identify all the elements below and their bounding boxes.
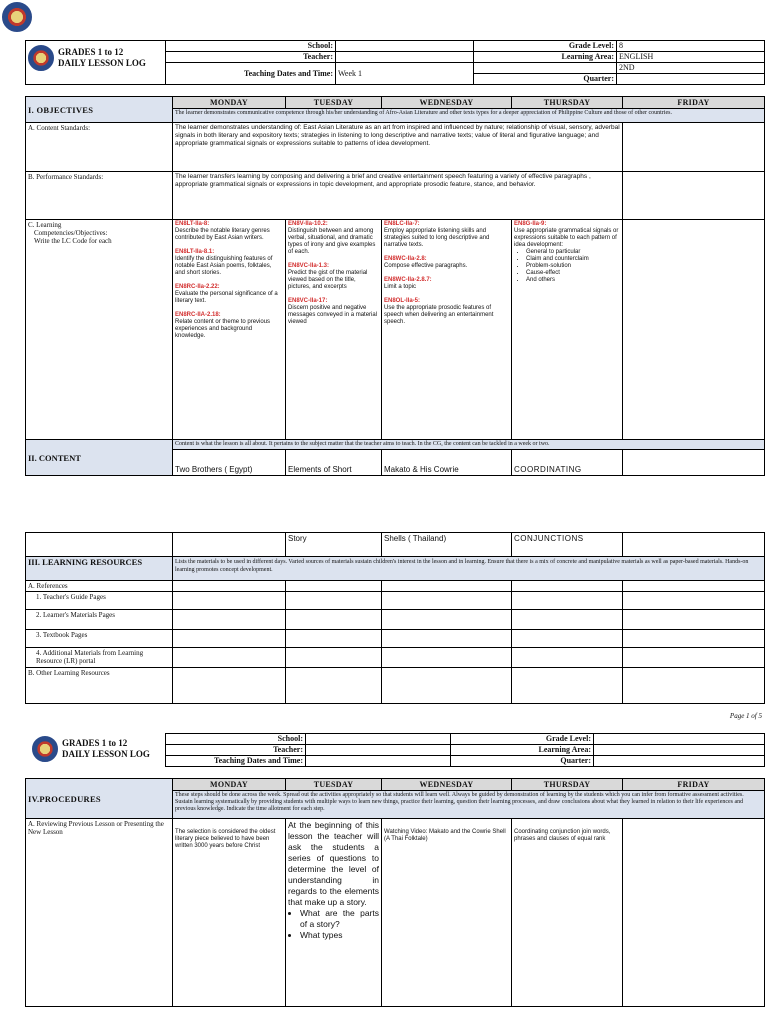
resource-row-label: 4. Additional Materials from Learning Resource (LR) portal	[26, 648, 173, 668]
log-title-1: GRADES 1 to 12	[62, 738, 128, 748]
thursday-content-cont: CONJUNCTIONS	[512, 533, 623, 557]
lc-text: Identify the distinguishing features of notable East Asian poems, folktales, and short stories.	[175, 256, 273, 276]
lc-text: Evaluate the personal significance of a literary text.	[175, 291, 278, 304]
day-monday: MONDAY	[173, 779, 286, 791]
lc-code: EN8G-IIa-9:	[514, 221, 547, 227]
day-tuesday: TUESDAY	[286, 97, 382, 109]
teacher-label: Teacher:	[166, 52, 336, 63]
teaching-dates-value[interactable]: Week 1	[336, 63, 474, 85]
resource-row-label: 3. Textbook Pages	[26, 630, 173, 648]
list-item: • General to particular	[526, 249, 620, 256]
lc-code: EN8LT-IIa-8.1:	[175, 249, 215, 255]
teaching-dates-label: Teaching Dates and Time:	[166, 63, 336, 85]
procedures-note: These steps should be done across the week. Spread out the activities appropriately so that students will learn well. Always be guided by demonstration of learning by the students which you can infer from formative assessment activities. Sustain learning systematically by providing students with multiple ways to learn new things, practice their learning, question their learning processes, and draw conclusions about what they learned in relation to their life experiences and previous knowledge. Indicate the time allotment for each step.	[173, 791, 765, 819]
log-title-1: GRADES 1 to 12	[58, 47, 124, 57]
friday-procedure	[623, 819, 765, 1007]
question-list	[288, 908, 379, 941]
competencies-label-3: Write the LC Code for each	[34, 237, 112, 245]
wednesday-content-cont: Shells ( Thailand)	[382, 533, 512, 557]
list-item: • What types	[300, 930, 379, 941]
lc-text: Describe the notable literary genres contributed by East Asian writers.	[175, 228, 270, 241]
deped-logo-icon	[32, 736, 58, 762]
lc-code: EN8RC-IIA-2.18:	[175, 312, 221, 318]
content-standards-label: A. Content Standards:	[26, 123, 173, 172]
thursday-content: COORDINATING	[512, 450, 623, 476]
teacher-field[interactable]	[306, 745, 451, 756]
tuesday-content-cont: Story	[286, 533, 382, 557]
lc-text: Predict the gist of the material viewed based on the title, pictures, and excerpts	[288, 270, 368, 290]
quarter-label: Quarter:	[451, 756, 594, 767]
idea-patterns-list	[514, 249, 620, 284]
header-table-2	[165, 733, 765, 767]
lc-text: Limit a topic	[384, 284, 417, 290]
lc-code: EN8OL-IIa-5:	[384, 298, 421, 304]
quarter-label: Quarter:	[474, 74, 617, 85]
tuesday-competencies	[286, 220, 382, 440]
day-friday: FRIDAY	[623, 779, 765, 791]
content-standards-text: The learner demonstrates understanding of: East Asian Literature as an art from inspired and influenced by nature; relationship of visual, sensory, adverbal signals in both literary and expository texts; strategies in listening to long descriptive and narrative texts; value of literal and figurative language; and appropriate grammatical signals or expressions suitable to patterns of idea development.	[173, 123, 623, 172]
competencies-label-2: Competencies/Objectives:	[34, 229, 108, 237]
procedure-row-a-label: A. Reviewing Previous Lesson or Presenting the New Lesson	[26, 819, 173, 1007]
school-field[interactable]	[336, 41, 474, 52]
lc-text: Compose effective paragraphs.	[384, 263, 468, 269]
lc-code: EN8LT-IIa-8:	[175, 221, 210, 227]
competencies-label-1: C. Learning	[28, 221, 62, 229]
lc-code: EN8WC-IIa-2.8:	[384, 256, 427, 262]
day-thursday: THURSDAY	[512, 97, 623, 109]
log-title-block	[62, 738, 150, 760]
school-label: School:	[166, 41, 336, 52]
monday-content: Two Brothers ( Egypt)	[173, 450, 286, 476]
header-table	[25, 40, 765, 85]
list-item: • And others	[526, 277, 620, 284]
log-title-2: DAILY LESSON LOG	[62, 749, 150, 759]
lc-text: Employ appropriate listening skills and strategies suited to long descriptive and narrative texts.	[384, 228, 490, 248]
list-item: • Problem-solution	[526, 263, 620, 270]
school-field[interactable]	[306, 734, 451, 745]
day-friday: FRIDAY	[623, 97, 765, 109]
lc-text: Discern positive and negative messages conveyed in a material viewed	[288, 305, 378, 325]
teacher-field[interactable]	[336, 52, 474, 63]
competencies-label	[26, 220, 173, 440]
list-item: • What are the parts of a story?	[300, 908, 379, 930]
procedures-table	[25, 778, 765, 1007]
resource-row-label: A. References	[26, 581, 173, 592]
objectives-table	[25, 96, 765, 476]
lc-code: EN8WC-IIa-2.8.7:	[384, 277, 432, 283]
grade-level-value[interactable]: 8	[617, 41, 765, 52]
lc-code: EN8LC-IIa-7:	[384, 221, 420, 227]
friday-competencies	[623, 220, 765, 440]
teacher-label: Teacher:	[166, 745, 306, 756]
lc-text: Use appropriate grammatical signals or expressions suitable to each pattern of idea development:	[514, 228, 619, 248]
resource-row-label: B. Other Learning Resources	[26, 668, 173, 704]
teaching-dates-field[interactable]	[306, 756, 451, 767]
resources-heading: III. LEARNING RESOURCES	[26, 557, 173, 581]
performance-standards-label: B. Performance Standards:	[26, 172, 173, 220]
lc-text: Relate content or theme to previous experiences and background knowledge.	[175, 319, 271, 339]
lc-code: EN8VC-IIa-1.3:	[288, 263, 330, 269]
procedure-text: At the beginning of this lesson the teacher will ask the students a series of questions to determine the level of understanding in regards to the elements that make up a story.	[288, 820, 379, 907]
tuesday-procedure	[286, 819, 382, 1007]
log-title-2: DAILY LESSON LOG	[58, 58, 146, 68]
day-wednesday: WEDNESDAY	[382, 97, 512, 109]
lc-code: EN8VC-IIa-17:	[288, 298, 328, 304]
quarter-field[interactable]	[594, 756, 765, 767]
lc-text: Use the appropriate prosodic features of speech when delivering an entertainment speech.	[384, 305, 494, 325]
learning-area-label: Learning Area:	[451, 745, 594, 756]
grade-level-field[interactable]	[594, 734, 765, 745]
grade-level-label: Grade Level:	[451, 734, 594, 745]
day-thursday: THURSDAY	[512, 779, 623, 791]
performance-standards-text: The learner transfers learning by composing and delivering a brief and creative entertainment speech featuring a variety of effective paragraphs , appropriate grammatical signals or expressions in topic development, and appropriate prosodic feature, stance, and behavior.	[173, 172, 623, 220]
thursday-competencies	[512, 220, 623, 440]
learning-area-field[interactable]	[594, 745, 765, 756]
list-item: • Cause-effect	[526, 270, 620, 277]
learning-area-label: Learning Area:	[474, 52, 617, 63]
monday-competencies	[173, 220, 286, 440]
grade-level-label: Grade Level:	[474, 41, 617, 52]
wednesday-content: Makato & His Cowrie	[382, 450, 512, 476]
page-number: Page 1 of 5	[729, 712, 762, 720]
quarter-value[interactable]: 2ND	[617, 63, 765, 74]
lc-text: Distinguish between and among verbal, situational, and dramatic types of irony and give examples of each.	[288, 228, 376, 255]
resource-row-label: 2. Learner's Materials Pages	[26, 610, 173, 630]
learning-area-value[interactable]: ENGLISH	[617, 52, 765, 63]
procedures-heading: IV.PROCEDURES	[26, 779, 173, 819]
day-wednesday: WEDNESDAY	[382, 779, 512, 791]
resource-row-label: 1. Teacher's Guide Pages	[26, 592, 173, 610]
tuesday-content: Elements of Short	[286, 450, 382, 476]
deped-logo-icon	[28, 45, 54, 71]
resources-table	[25, 532, 765, 704]
school-label: School:	[166, 734, 306, 745]
resources-note: Lists the materials to be used in different days. Varied sources of materials sustain children's interest in the lesson and in learning. Ensure that there is a mix of concrete and manipulative materials as well as paper-based materials. Hands-on learning promotes concept development.	[173, 557, 765, 581]
content-heading: II. CONTENT	[26, 440, 173, 476]
day-monday: MONDAY	[173, 97, 286, 109]
lc-code: EN8V-IIa-10.2:	[288, 221, 328, 227]
lc-code: EN8RC-IIa-2.22:	[175, 284, 220, 290]
deped-seal-icon	[2, 2, 32, 32]
list-item: • Claim and counterclaim	[526, 256, 620, 263]
wednesday-procedure: Watching Video: Makato and the Cowrie Shell (A Thai Folktale)	[382, 819, 512, 1007]
monday-procedure: The selection is considered the oldest literary piece believed to have been written 3000 years before Christ	[173, 819, 286, 1007]
day-tuesday: TUESDAY	[286, 779, 382, 791]
objectives-note: The learner demonstrates communicative competence through his/her understanding of Afro-Asian Literature and other texts types for a deeper appreciation of Philippine Culture and those of other countries.	[173, 109, 765, 123]
thursday-procedure: Coordinating conjunction join words, phrases and clauses of equal rank	[512, 819, 623, 1007]
content-note: Content is what the lesson is all about. It pertains to the subject matter that the teacher aims to teach. In the CG, the content can be tackled in a week or two.	[173, 440, 765, 450]
teaching-dates-label: Teaching Dates and Time:	[166, 756, 306, 767]
wednesday-competencies	[382, 220, 512, 440]
objectives-heading: I. OBJECTIVES	[26, 97, 173, 123]
